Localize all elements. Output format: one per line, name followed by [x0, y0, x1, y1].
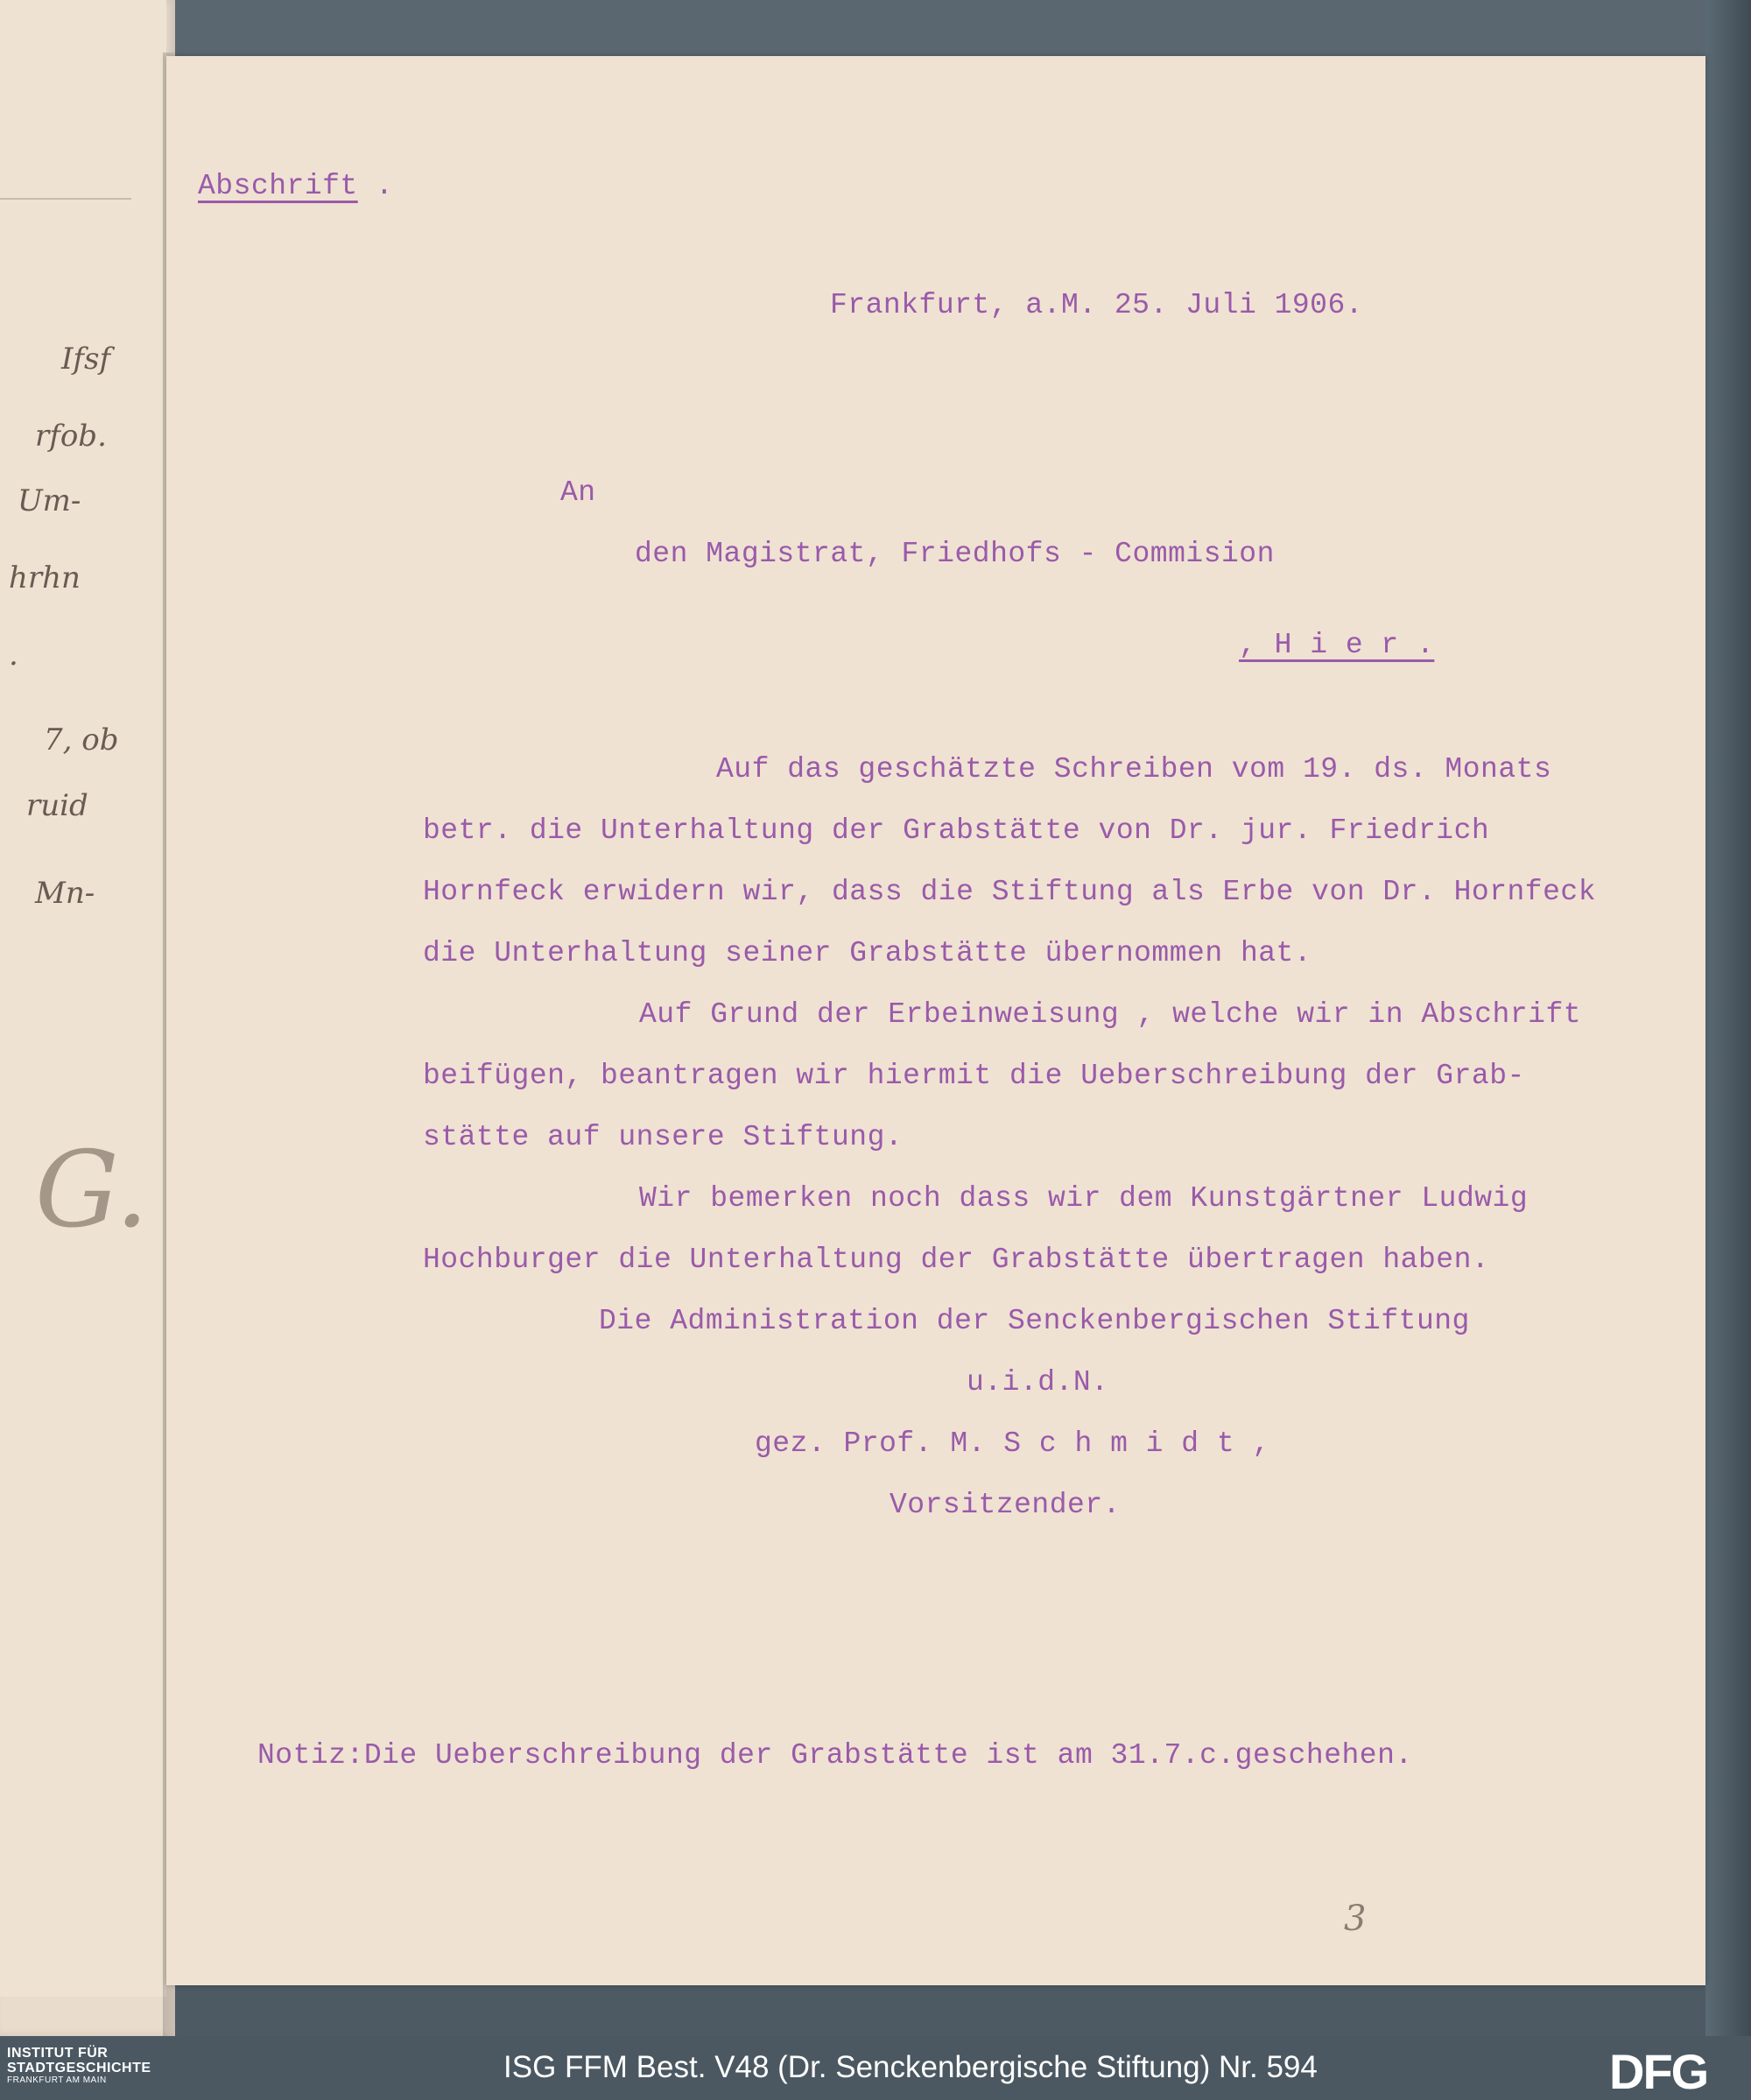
recipient: den Magistrat, Friedhofs - Commision	[635, 538, 1275, 570]
header-punct: .	[376, 170, 394, 202]
handwriting-fragment: Um-	[18, 483, 81, 518]
institute-logo-line: FRANKFURT AM MAIN	[7, 2075, 107, 2085]
uidn: u.i.d.N.	[967, 1366, 1109, 1399]
body-line: Hornfeck erwidern wir, dass die Stiftung als Erbe von Dr. Hornfeck	[423, 876, 1597, 908]
left-page-sheet	[0, 0, 166, 1997]
note: Notiz:Die Ueberschreibung der Grabstätte ist am 31.7.c.geschehen.	[257, 1739, 1413, 1772]
body-line: Hochburger die Unterhaltung der Grabstätte übertragen haben.	[423, 1244, 1490, 1276]
place-date: Frankfurt, a.M. 25. Juli 1906.	[830, 289, 1364, 321]
header-text: Abschrift	[198, 170, 358, 202]
handwriting-fragment: ruid	[26, 788, 88, 823]
handwriting-fragment: Mn-	[35, 876, 95, 911]
body-line: stätte auf unsere Stiftung.	[423, 1121, 904, 1153]
background-edge-top	[166, 0, 1707, 56]
dfg-logo: DFG	[1609, 2044, 1708, 2099]
institute-logo-line: STADTGESCHICHTE	[7, 2060, 151, 2075]
location: , H i e r .	[1239, 629, 1435, 661]
body-line: beifügen, beantragen wir hiermit die Ueberschreibung der Grab-	[423, 1060, 1525, 1092]
page-number: 3	[1344, 1899, 1367, 1939]
handwriting-fragment: Ifsf	[61, 342, 111, 377]
signature-title: Vorsitzender.	[890, 1489, 1121, 1521]
recipient-prefix: An	[560, 476, 596, 509]
handwriting-fragment: G.	[35, 1130, 149, 1251]
body-line: die Unterhaltung seiner Grabstätte übernommen hat.	[423, 937, 1312, 969]
left-page-rule	[0, 198, 131, 200]
background-edge-right	[1705, 0, 1751, 2036]
footer-bar	[0, 2036, 1751, 2100]
document-sheet	[166, 56, 1705, 1985]
left-page	[0, 0, 175, 2036]
body-line: Auf das geschätzte Schreiben vom 19. ds. Monats	[716, 753, 1552, 786]
institute-logo-line: INSTITUT FÜR	[7, 2046, 109, 2061]
body-line: Wir bemerken noch dass wir dem Kunstgärtner Ludwig	[639, 1182, 1529, 1215]
document-header	[198, 170, 393, 202]
handwriting-fragment: 7, ob	[44, 722, 119, 758]
closing: Die Administration der Senckenbergischen Stiftung	[599, 1305, 1470, 1337]
body-line: betr. die Unterhaltung der Grabstätte von Dr. jur. Friedrich	[423, 814, 1490, 847]
institute-logo	[7, 2047, 151, 2085]
signature: gez. Prof. M. S c h m i d t ,	[755, 1427, 1270, 1460]
body-line: Auf Grund der Erbeinweisung , welche wir in Abschrift	[639, 998, 1582, 1031]
handwriting-fragment: hrhn	[9, 560, 81, 595]
footer-title: ISG FFM Best. V48 (Dr. Senckenbergische Stiftung) Nr. 594	[503, 2050, 1318, 2084]
handwriting-fragment: .	[9, 638, 18, 673]
handwriting-fragment: rfob.	[35, 419, 107, 454]
